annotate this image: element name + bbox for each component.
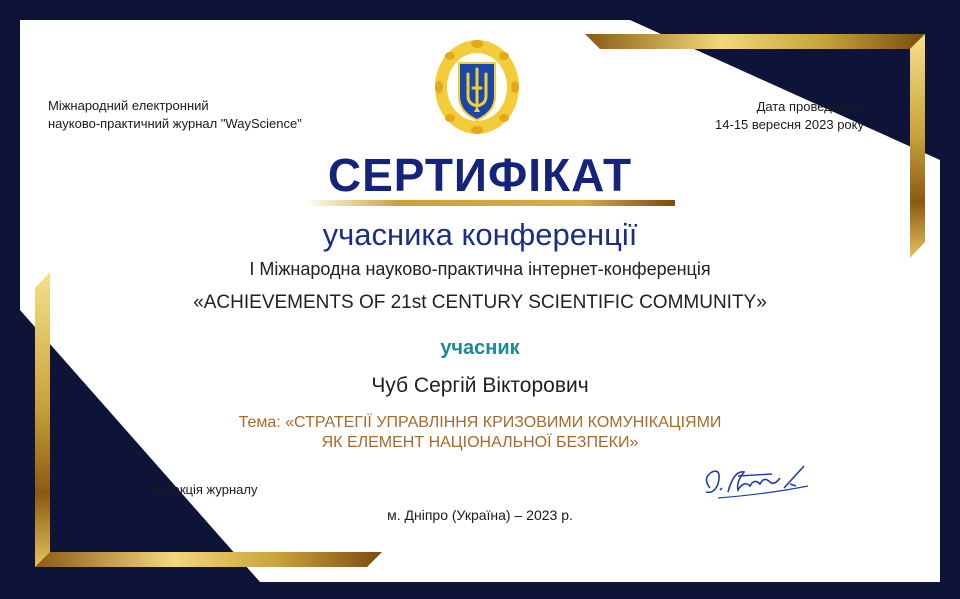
certificate-sheet — [20, 20, 940, 582]
certificate-title: СЕРТИФІКАТ — [327, 149, 633, 201]
topic-line-1: Тема: «СТРАТЕГІЇ УПРАВЛІННЯ КРИЗОВИМИ КОМУНІКАЦІЯМИ — [238, 414, 722, 431]
journal-name — [48, 97, 302, 133]
participant-role: учасник — [440, 337, 520, 359]
certificate-subtitle: учасника конференції — [322, 217, 638, 252]
event-date-value: 14-15 вересня 2023 року — [715, 117, 864, 132]
journal-line-1: Міжнародний електронний — [48, 98, 209, 113]
event-date — [715, 98, 864, 134]
signature-icon — [698, 458, 818, 506]
ukraine-trident-emblem-icon — [433, 38, 521, 136]
topic-line-2: ЯК ЕЛЕМЕНТ НАЦІОНАЛЬНОЇ БЕЗПЕКИ» — [321, 434, 639, 451]
editorial-label: Редакція журналу — [150, 482, 258, 497]
journal-line-2: науково-практичний журнал "WayScience" — [48, 116, 302, 131]
event-date-label: Дата проведення: — [756, 99, 864, 114]
paper-topic — [20, 413, 940, 453]
participant-name: Чуб Сергій Вікторович — [371, 374, 589, 397]
place-and-year: м. Дніпро (Україна) – 2023 р. — [387, 507, 573, 523]
conference-name: «ACHIEVEMENTS OF 21st CENTURY SCIENTIFIC COMMUNITY» — [193, 292, 767, 313]
conference-line: I Міжнародна науково-практична інтернет-конференція — [249, 259, 711, 279]
